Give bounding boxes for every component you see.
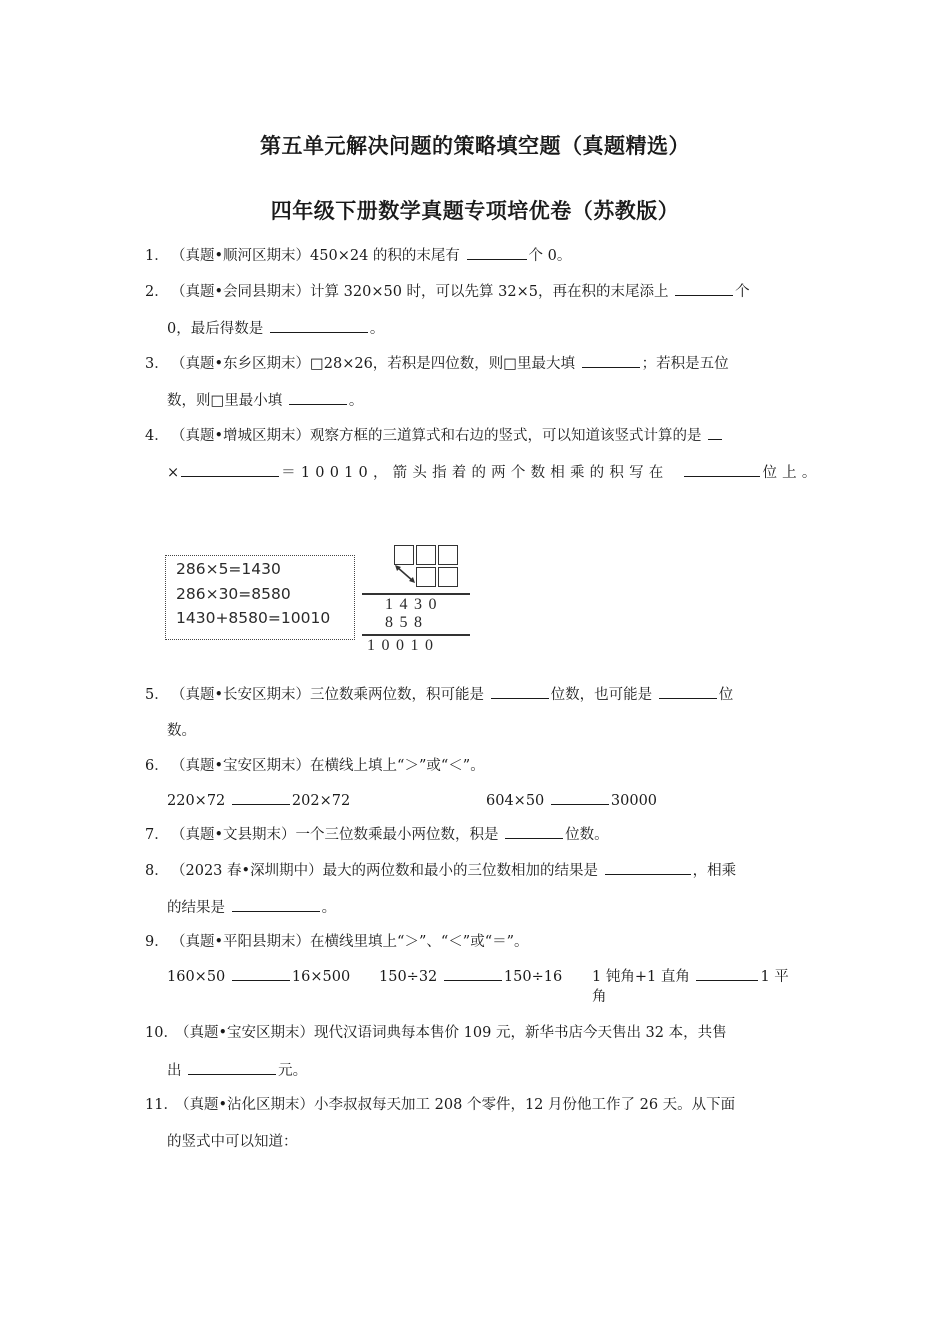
digit-box	[416, 545, 436, 565]
answer-blank[interactable]	[232, 897, 320, 912]
answer-blank[interactable]	[505, 824, 563, 839]
answer-blank[interactable]	[467, 245, 527, 260]
digit-box	[394, 545, 414, 565]
question-11-cont: 的竖式中可以知道：	[167, 1134, 298, 1150]
rule-line	[362, 593, 470, 595]
answer-blank[interactable]	[181, 462, 279, 477]
question-8: 8． （2023 春•深圳期中）最大的两位数和最小的三位数相加的结果是 ，相乘	[145, 860, 736, 881]
equation-1: 286×5=1430	[176, 560, 281, 578]
compare-item: 1 钝角+1 直角 1 平	[592, 966, 789, 987]
compare-item: 150÷32 150÷16	[379, 966, 562, 987]
question-4-cont: × ＝10010，箭头指着的两个数相乘的积写在 位上。	[167, 462, 822, 483]
rule-line	[362, 634, 470, 636]
answer-blank[interactable]	[659, 684, 717, 699]
title-line-2: 四年级下册数学真题专项培优卷（苏教版）	[270, 198, 680, 223]
title-line-1: 第五单元解决问题的策略填空题（真题精选）	[260, 133, 690, 158]
question-1: 1． （真题•顺河区期末）450×24 的积的末尾有 个 0。	[145, 245, 571, 266]
answer-blank[interactable]	[551, 790, 609, 805]
answer-blank[interactable]	[232, 790, 290, 805]
answer-blank[interactable]	[675, 281, 733, 296]
answer-blank[interactable]	[696, 966, 758, 981]
digit-box	[416, 567, 436, 587]
answer-blank[interactable]	[491, 684, 549, 699]
partial-product-2: 858	[385, 614, 429, 631]
answer-blank[interactable]	[289, 390, 347, 405]
question-2: 2． （真题•会同县期末）计算 320×50 时，可以先算 32×5，再在积的末尾添上 个	[145, 281, 750, 302]
equation-2: 286×30=8580	[176, 585, 291, 603]
answer-blank[interactable]	[605, 860, 691, 875]
answer-blank[interactable]	[582, 353, 640, 368]
question-4: 4． （真题•增城区期末）观察方框的三道算式和右边的竖式，可以知道该竖式计算的是	[145, 425, 724, 446]
question-11: 11．（真题•沾化区期末）小李叔叔每天加工 208 个零件，12 月份他工作了 26 天。从下面	[145, 1097, 736, 1113]
final-product: 10010	[367, 637, 440, 654]
question-8-cont: 的结果是 。	[167, 897, 336, 918]
partial-product-1: 1430	[385, 596, 443, 613]
double-arrow-icon	[394, 564, 416, 584]
compare-item: 604×50 30000	[486, 790, 657, 811]
equation-3: 1430+8580=10010	[176, 609, 331, 627]
digit-box	[438, 545, 458, 565]
answer-blank[interactable]	[708, 425, 722, 440]
question-2-cont: 0，最后得数是 。	[167, 318, 384, 339]
compare-item: 220×72 202×72	[167, 790, 350, 811]
question-9: 9． （真题•平阳县期末）在横线里填上“＞”、“＜”或“＝”。	[145, 934, 529, 950]
answer-blank[interactable]	[270, 318, 368, 333]
question-10-cont: 出 元。	[167, 1060, 307, 1081]
question-5: 5． （真题•长安区期末）三位数乘两位数，积可能是 位数，也可能是 位	[145, 684, 733, 705]
question-3-cont: 数，则□里最小填 。	[167, 390, 363, 411]
answer-blank[interactable]	[444, 966, 502, 981]
answer-blank[interactable]	[684, 462, 760, 477]
question-5-cont: 数。	[167, 723, 196, 739]
question-6: 6． （真题•宝安区期末）在横线上填上“＞”或“＜”。	[145, 758, 485, 774]
compare-item-wrap: 角	[592, 989, 607, 1005]
answer-blank[interactable]	[232, 966, 290, 981]
question-3: 3． （真题•东乡区期末）□28×26，若积是四位数，则□里最大填 ；若积是五位	[145, 353, 729, 374]
question-10: 10．（真题•宝安区期末）现代汉语词典每本售价 109 元，新华书店今天售出 32 本，共售	[145, 1025, 727, 1041]
compare-item: 160×50 16×500	[167, 966, 350, 987]
answer-blank[interactable]	[188, 1060, 276, 1075]
question-7: 7． （真题•文县期末）一个三位数乘最小两位数，积是 位数。	[145, 824, 609, 845]
digit-box	[438, 567, 458, 587]
